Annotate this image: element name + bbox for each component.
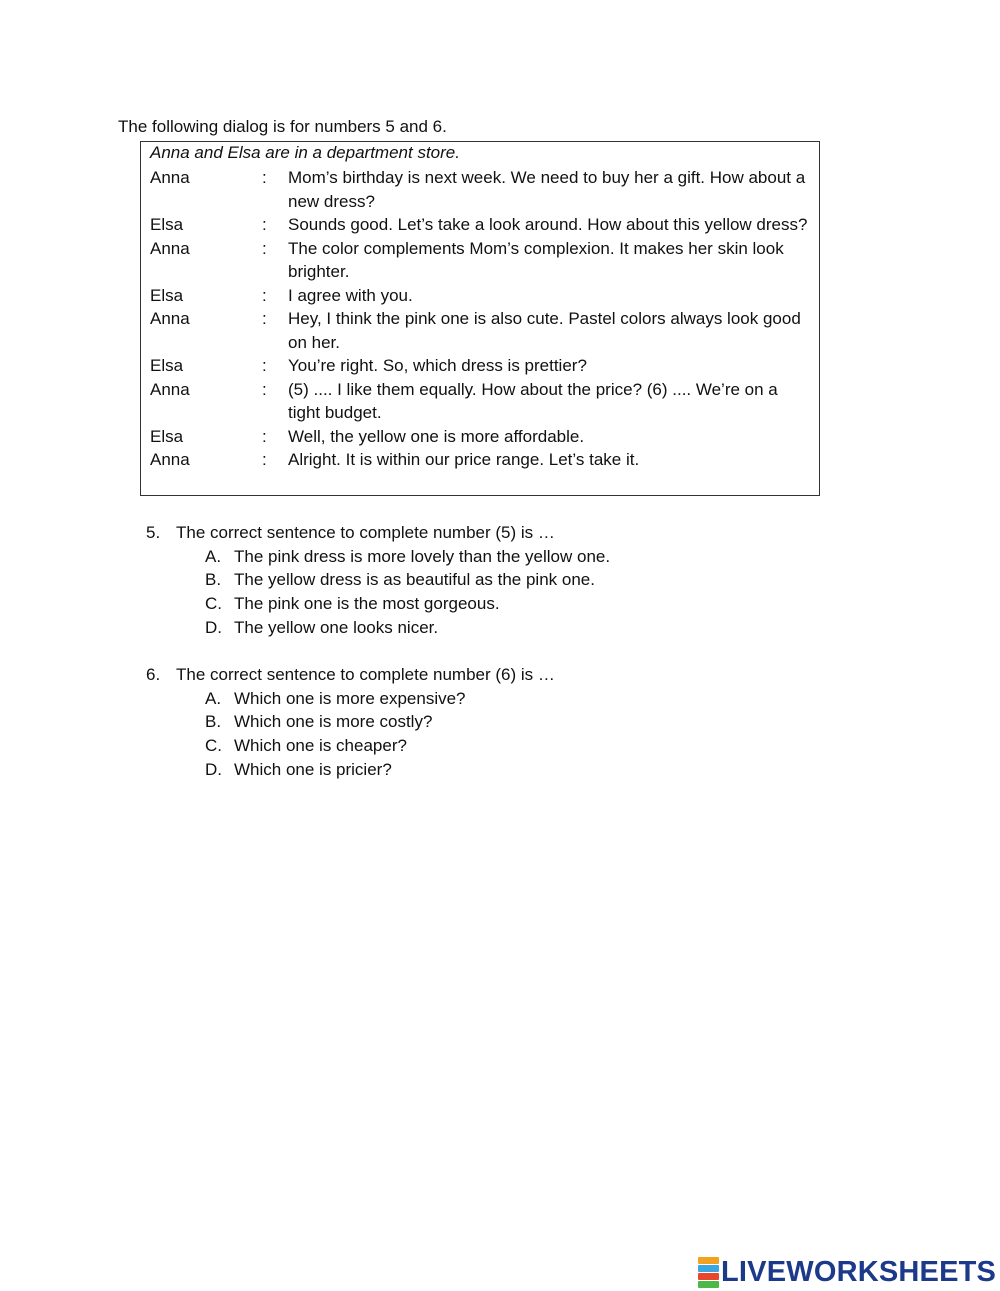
answer-options (205, 687, 555, 782)
dialog-box (140, 141, 820, 496)
speech-text: (5) .... I like them equally. How about the price? (6) .... We’re on a tight budget. (288, 379, 778, 422)
answer-option[interactable] (205, 568, 610, 592)
option-letter: B. (205, 570, 222, 590)
speech-text: Alright. It is within our price range. Let’s take it. (288, 450, 640, 469)
speaker-colon: : (262, 309, 267, 328)
dialog-line (150, 448, 814, 472)
question-6 (146, 663, 555, 782)
speaker-name: Elsa (150, 285, 184, 305)
speech-text: The color complements Mom’s complexion. It makes her skin look brighter. (288, 238, 784, 281)
intro-text: The following dialog is for numbers 5 and 6. (118, 117, 447, 136)
speaker-colon: : (262, 450, 267, 469)
speaker-colon: : (262, 168, 267, 187)
speech-text: Well, the yellow one is more affordable. (288, 426, 585, 446)
dialog-line (150, 354, 814, 378)
speaker-name: Anna (150, 450, 190, 469)
speaker-colon: : (262, 215, 267, 234)
dialog-setting: Anna and Elsa are in a department store. (150, 143, 460, 162)
speech-text: Mom’s birthday is next week. We need to buy her a gift. How about a new dress? (288, 168, 806, 211)
option-letter: A. (205, 546, 222, 566)
logo-text: LIVEWORKSHEETS (721, 1256, 997, 1288)
dialog-line (150, 284, 814, 308)
logo-block (698, 1281, 719, 1288)
logo-block (698, 1257, 719, 1264)
question-prompt: The correct sentence to complete number (5) is … (176, 523, 555, 542)
option-text: The yellow dress is as beautiful as the pink one. (234, 570, 595, 590)
logo-block (698, 1265, 719, 1272)
speaker-colon: : (262, 238, 267, 258)
option-text: Which one is pricier? (234, 759, 392, 779)
speech-text: Sounds good. Let’s take a look around. How about this yellow dress? (288, 215, 808, 234)
question-prompt-row (146, 663, 555, 687)
speaker-name: Anna (150, 238, 190, 258)
speaker-colon: : (262, 426, 267, 446)
dialog-line (150, 166, 814, 213)
option-text: The yellow one looks nicer. (234, 617, 439, 637)
logo-blocks-icon (698, 1257, 719, 1288)
question-prompt: The correct sentence to complete number (6) is … (176, 665, 555, 684)
answer-option[interactable] (205, 687, 555, 711)
answer-option[interactable] (205, 592, 610, 616)
option-text: Which one is more expensive? (234, 688, 466, 708)
answer-options (205, 545, 610, 640)
answer-option[interactable] (205, 545, 610, 569)
question-5 (146, 521, 610, 640)
answer-option[interactable] (205, 616, 610, 640)
option-letter: D. (205, 617, 222, 637)
option-letter: C. (205, 594, 222, 614)
logo-block (698, 1273, 719, 1280)
option-text: The pink one is the most gorgeous. (234, 594, 500, 614)
option-letter: C. (205, 736, 222, 756)
option-text: Which one is cheaper? (234, 736, 407, 756)
option-letter: A. (205, 688, 222, 708)
option-letter: D. (205, 759, 222, 779)
speaker-colon: : (262, 285, 267, 305)
speech-text: I agree with you. (288, 285, 413, 305)
speaker-colon: : (262, 379, 267, 399)
liveworksheets-logo (698, 1256, 996, 1289)
answer-option[interactable] (205, 734, 555, 758)
speech-text: You’re right. So, which dress is prettier? (288, 356, 587, 375)
option-text: Which one is more costly? (234, 712, 433, 732)
dialog-line (150, 425, 814, 449)
dialog-line (150, 307, 814, 354)
dialog-line (150, 378, 814, 425)
speaker-name: Elsa (150, 426, 184, 446)
speaker-name: Elsa (150, 356, 184, 375)
speaker-colon: : (262, 356, 267, 375)
answer-option[interactable] (205, 710, 555, 734)
dialog-line (150, 213, 814, 237)
speaker-name: Anna (150, 309, 190, 328)
speaker-name: Anna (150, 379, 190, 399)
option-letter: B. (205, 712, 222, 732)
dialog-line (150, 237, 814, 284)
question-number: 5. (146, 523, 161, 542)
question-number: 6. (146, 665, 161, 684)
dialog-lines (150, 166, 814, 472)
speech-text: Hey, I think the pink one is also cute. Pastel colors always look good on her. (288, 309, 801, 352)
answer-option[interactable] (205, 758, 555, 782)
option-text: The pink dress is more lovely than the yellow one. (234, 546, 611, 566)
speaker-name: Elsa (150, 215, 184, 234)
speaker-name: Anna (150, 168, 190, 187)
question-prompt-row (146, 521, 610, 545)
